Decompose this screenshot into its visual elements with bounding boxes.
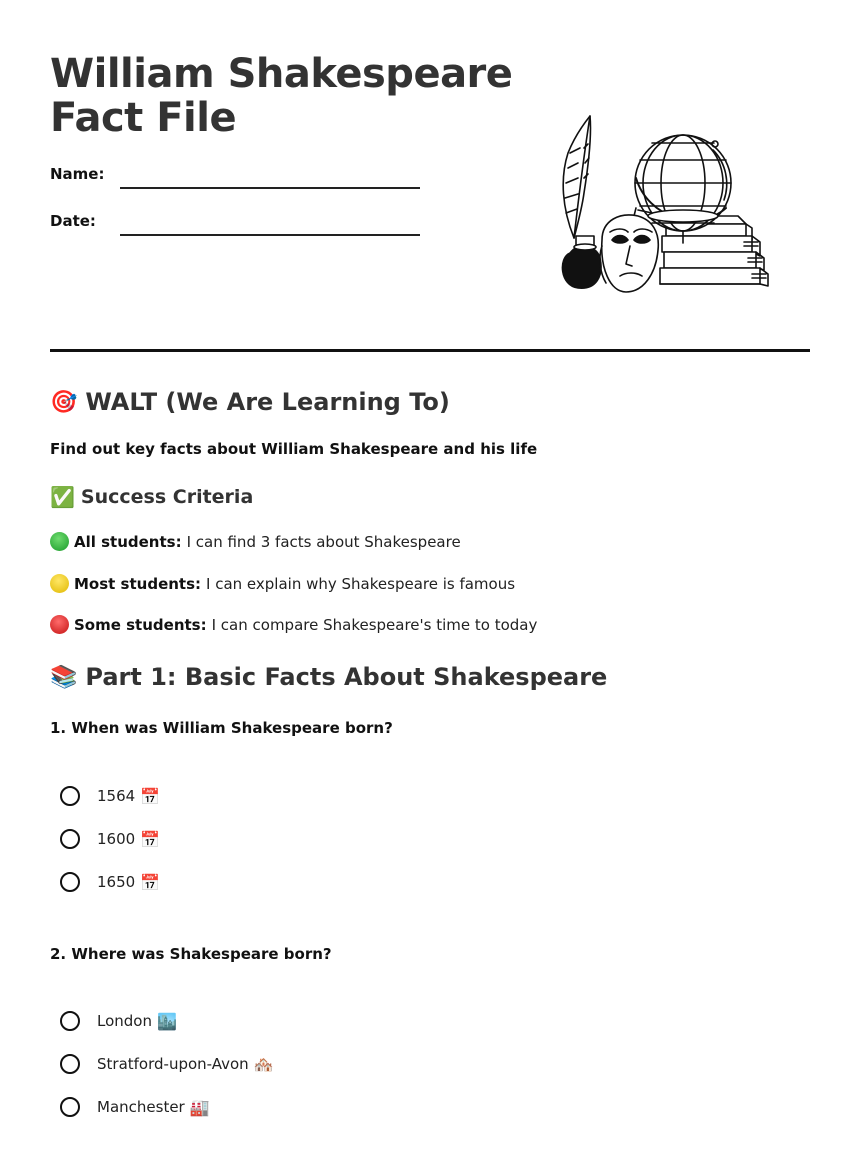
walt-heading <box>50 388 450 416</box>
option-label: 1600 <box>97 830 136 848</box>
criteria-item-some <box>50 615 537 634</box>
red-circle-icon <box>50 615 69 634</box>
calendar-icon: 📅 <box>140 829 161 849</box>
criteria-text: I can explain why Shakespeare is famous <box>206 574 516 593</box>
walt-heading-text: WALT (We Are Learning To) <box>85 388 450 416</box>
criteria-label: Some students: <box>74 615 207 634</box>
radio-button[interactable] <box>60 829 80 849</box>
option-label: 1564 <box>97 787 136 805</box>
question-2: 2. Where was Shakespeare born? <box>50 945 332 963</box>
quill-icon <box>563 116 590 238</box>
radio-button[interactable] <box>60 1054 80 1074</box>
q2-option-london[interactable] <box>60 1011 177 1031</box>
factory-icon: 🏭 <box>189 1097 210 1117</box>
criteria-label: All students: <box>74 532 182 551</box>
question-1: 1. When was William Shakespeare born? <box>50 719 393 737</box>
books-stack-icon: 📚 <box>50 664 78 690</box>
radio-button[interactable] <box>60 1011 80 1031</box>
radio-button[interactable] <box>60 872 80 892</box>
yellow-circle-icon <box>50 574 69 593</box>
calendar-icon: 📅 <box>140 786 161 806</box>
theatre-mask-icon <box>600 215 658 292</box>
inkpot-icon <box>562 236 601 288</box>
radio-button[interactable] <box>60 786 80 806</box>
option-label: 1650 <box>97 873 136 891</box>
q1-option-1564[interactable] <box>60 786 160 806</box>
header-divider <box>50 349 810 352</box>
part1-heading-text: Part 1: Basic Facts About Shakespeare <box>85 663 608 691</box>
title-line-2: Fact File <box>50 95 237 141</box>
part1-heading <box>50 663 607 691</box>
q2-option-stratford[interactable] <box>60 1054 274 1074</box>
name-label: Name: <box>50 165 105 183</box>
radio-button[interactable] <box>60 1097 80 1117</box>
q2-option-manchester[interactable] <box>60 1097 210 1117</box>
criteria-item-most <box>50 574 515 593</box>
check-icon: ✅ <box>50 485 75 509</box>
criteria-text: I can find 3 facts about Shakespeare <box>186 532 461 551</box>
page-title <box>50 52 512 140</box>
option-label: Manchester <box>97 1098 185 1116</box>
date-field[interactable] <box>120 234 420 236</box>
shakespeare-illustration <box>548 108 774 298</box>
houses-icon: 🏘️ <box>253 1054 274 1074</box>
criteria-item-all <box>50 532 461 551</box>
walt-objective: Find out key facts about William Shakespeare and his life <box>50 440 538 458</box>
name-field[interactable] <box>120 187 420 189</box>
option-label: Stratford-upon-Avon <box>97 1055 249 1073</box>
option-label: London <box>97 1012 152 1030</box>
criteria-label: Most students: <box>74 574 202 593</box>
q1-option-1650[interactable] <box>60 872 160 892</box>
green-circle-icon <box>50 532 69 551</box>
calendar-icon: 📅 <box>140 872 161 892</box>
success-heading-text: Success Criteria <box>80 486 254 508</box>
cityscape-icon: 🏙️ <box>156 1011 177 1031</box>
date-label: Date: <box>50 212 96 230</box>
criteria-text: I can compare Shakespeare's time to today <box>211 615 538 634</box>
title-line-1: William Shakespeare <box>50 51 513 97</box>
target-icon: 🎯 <box>50 389 78 415</box>
success-heading <box>50 485 253 509</box>
q1-option-1600[interactable] <box>60 829 160 849</box>
